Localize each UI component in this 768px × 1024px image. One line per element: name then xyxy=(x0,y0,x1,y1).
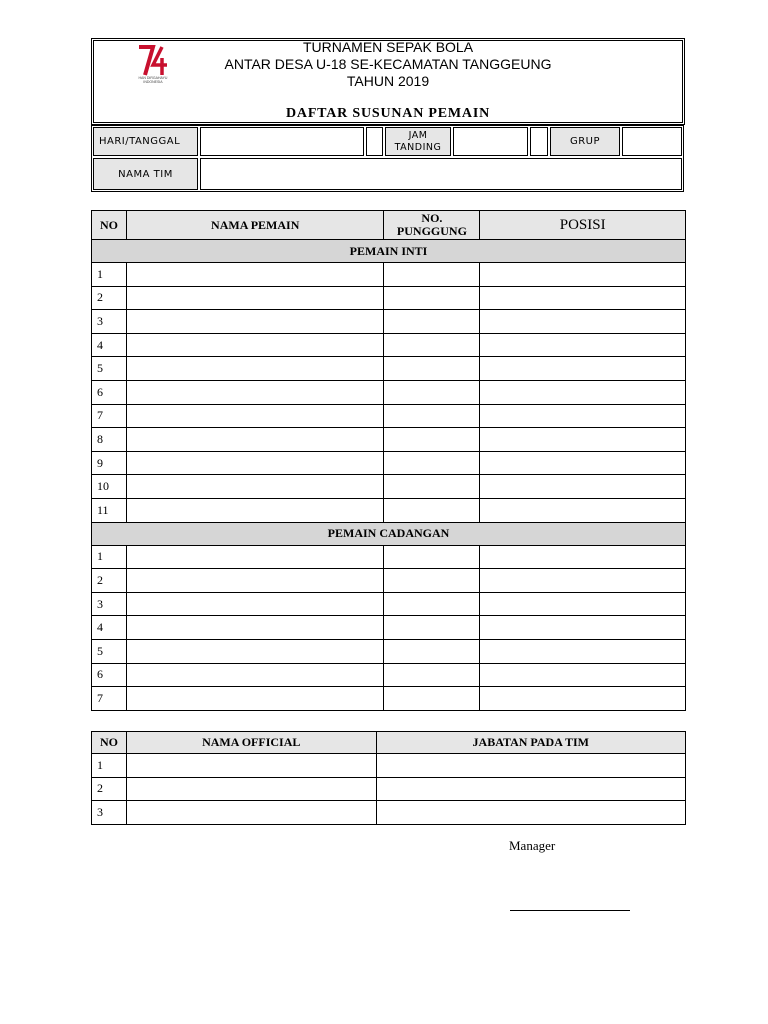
player-name-cell[interactable] xyxy=(126,592,383,616)
starter-row xyxy=(92,357,686,381)
date-field[interactable] xyxy=(200,127,364,156)
substitute-row xyxy=(92,639,686,663)
starter-row xyxy=(92,380,686,404)
shirt-number-cell[interactable] xyxy=(384,310,480,334)
starter-row xyxy=(92,498,686,522)
shirt-number-cell[interactable] xyxy=(384,357,480,381)
shirt-number-cell[interactable] xyxy=(384,687,480,711)
shirt-number-cell[interactable] xyxy=(384,545,480,569)
officials-table xyxy=(91,731,686,825)
position-cell[interactable] xyxy=(480,286,686,310)
position-cell[interactable] xyxy=(480,428,686,452)
position-cell[interactable] xyxy=(480,616,686,640)
row-number: 5 xyxy=(92,357,127,381)
position-cell[interactable] xyxy=(480,451,686,475)
row-number: 11 xyxy=(92,498,127,522)
col-header-no: NO xyxy=(92,732,127,754)
position-cell[interactable] xyxy=(480,310,686,334)
row-number: 7 xyxy=(92,404,127,428)
row-number: 8 xyxy=(92,428,127,452)
row-number: 1 xyxy=(92,545,127,569)
row-number: 5 xyxy=(92,639,127,663)
team-name-field[interactable] xyxy=(200,158,682,190)
position-cell[interactable] xyxy=(480,687,686,711)
player-name-cell[interactable] xyxy=(126,451,383,475)
starter-row xyxy=(92,333,686,357)
substitute-row xyxy=(92,569,686,593)
row-number: 6 xyxy=(92,663,127,687)
starter-row xyxy=(92,451,686,475)
shirt-number-cell[interactable] xyxy=(384,333,480,357)
section-row-starters xyxy=(92,240,686,263)
col-header-player-name: NAMA PEMAIN xyxy=(126,211,383,240)
officials-header-row xyxy=(92,732,686,754)
document-subtitle: DAFTAR SUSUNAN PEMAIN xyxy=(286,106,490,121)
team-name-label: NAMA TIM xyxy=(93,158,198,190)
position-cell[interactable] xyxy=(480,475,686,499)
title-line-2: ANTAR DESA U-18 SE-KECAMATAN TANGGEUNG xyxy=(224,56,552,72)
row-number: 4 xyxy=(92,616,127,640)
col-header-no: NO xyxy=(92,211,127,240)
row-number: 4 xyxy=(92,333,127,357)
subs-body xyxy=(92,545,686,710)
position-cell[interactable] xyxy=(480,498,686,522)
players-table xyxy=(91,210,686,711)
group-field[interactable] xyxy=(622,127,682,156)
col-header-team-role: JABATAN PADA TIM xyxy=(376,732,685,754)
position-cell[interactable] xyxy=(480,263,686,287)
shirt-number-cell[interactable] xyxy=(384,639,480,663)
shirt-number-cell[interactable] xyxy=(384,286,480,310)
team-role-cell[interactable] xyxy=(376,754,685,778)
player-name-cell[interactable] xyxy=(126,498,383,522)
substitute-row xyxy=(92,687,686,711)
col-header-position: POSISI xyxy=(480,211,686,240)
row-number: 9 xyxy=(92,451,127,475)
shirt-number-cell[interactable] xyxy=(384,592,480,616)
position-cell[interactable] xyxy=(480,380,686,404)
row-number: 1 xyxy=(92,754,127,778)
starters-body xyxy=(92,263,686,523)
player-name-cell[interactable] xyxy=(126,357,383,381)
position-cell[interactable] xyxy=(480,569,686,593)
shirt-number-cell[interactable] xyxy=(384,428,480,452)
player-name-cell[interactable] xyxy=(126,475,383,499)
substitute-row xyxy=(92,592,686,616)
shirt-number-cell[interactable] xyxy=(384,404,480,428)
row-number: 1 xyxy=(92,263,127,287)
shirt-number-cell[interactable] xyxy=(384,616,480,640)
section-row-subs xyxy=(92,522,686,545)
shirt-number-cell[interactable] xyxy=(384,498,480,522)
title-line-3: TAHUN 2019 xyxy=(346,73,430,89)
player-name-cell[interactable] xyxy=(126,428,383,452)
official-row xyxy=(92,754,686,778)
position-cell[interactable] xyxy=(480,663,686,687)
row-number: 3 xyxy=(92,592,127,616)
team-role-cell[interactable] xyxy=(376,777,685,801)
player-name-cell[interactable] xyxy=(126,380,383,404)
row-number: 10 xyxy=(92,475,127,499)
position-cell[interactable] xyxy=(480,333,686,357)
player-name-cell[interactable] xyxy=(126,333,383,357)
player-name-cell[interactable] xyxy=(126,404,383,428)
row-number: 2 xyxy=(92,777,127,801)
position-cell[interactable] xyxy=(480,357,686,381)
logo-caption: HAN DIRGAHAYU INDONESIA xyxy=(138,76,168,84)
starter-row xyxy=(92,286,686,310)
substitute-row xyxy=(92,616,686,640)
row-number: 6 xyxy=(92,380,127,404)
col-header-official-name: NAMA OFFICIAL xyxy=(126,732,376,754)
official-row xyxy=(92,777,686,801)
shirt-number-cell[interactable] xyxy=(384,380,480,404)
shirt-number-cell[interactable] xyxy=(384,663,480,687)
team-role-cell[interactable] xyxy=(376,801,685,825)
title-line-1: TURNAMEN SEPAK BOLA xyxy=(302,39,474,55)
starter-row xyxy=(92,310,686,334)
player-name-cell[interactable] xyxy=(126,545,383,569)
date-label: HARI/TANGGAL xyxy=(93,127,198,156)
col-header-shirt-number: NO. PUNGGUNG xyxy=(384,211,480,240)
shirt-number-cell[interactable] xyxy=(384,263,480,287)
position-cell[interactable] xyxy=(480,404,686,428)
official-name-cell[interactable] xyxy=(126,801,376,825)
player-name-cell[interactable] xyxy=(126,663,383,687)
player-name-cell[interactable] xyxy=(126,569,383,593)
row-number: 3 xyxy=(92,310,127,334)
row-number: 2 xyxy=(92,286,127,310)
official-row xyxy=(92,801,686,825)
shirt-number-cell[interactable] xyxy=(384,569,480,593)
player-name-cell[interactable] xyxy=(126,263,383,287)
player-name-cell[interactable] xyxy=(126,639,383,663)
position-cell[interactable] xyxy=(480,545,686,569)
row-number: 2 xyxy=(92,569,127,593)
official-name-cell[interactable] xyxy=(126,754,376,778)
starter-row xyxy=(92,428,686,452)
date-extra-field[interactable] xyxy=(366,127,383,156)
substitute-row xyxy=(92,545,686,569)
section-title-starters: PEMAIN INTI xyxy=(92,240,686,263)
shirt-number-cell[interactable] xyxy=(384,475,480,499)
official-name-cell[interactable] xyxy=(126,777,376,801)
position-cell[interactable] xyxy=(480,639,686,663)
signature-line[interactable] xyxy=(510,910,630,911)
player-name-cell[interactable] xyxy=(126,310,383,334)
row-number: 7 xyxy=(92,687,127,711)
row-number: 3 xyxy=(92,801,127,825)
officials-body xyxy=(92,754,686,825)
substitute-row xyxy=(92,663,686,687)
time-extra-field[interactable] xyxy=(530,127,548,156)
player-name-cell[interactable] xyxy=(126,286,383,310)
time-label: JAM TANDING xyxy=(385,127,451,156)
player-name-cell[interactable] xyxy=(126,687,383,711)
time-field[interactable] xyxy=(453,127,528,156)
player-name-cell[interactable] xyxy=(126,616,383,640)
manager-label: Manager xyxy=(509,838,556,853)
shirt-number-cell[interactable] xyxy=(384,451,480,475)
group-label: GRUP xyxy=(550,127,620,156)
starter-row xyxy=(92,263,686,287)
starter-row xyxy=(92,404,686,428)
starter-row xyxy=(92,475,686,499)
players-header-row xyxy=(92,211,686,240)
position-cell[interactable] xyxy=(480,592,686,616)
section-title-subs: PEMAIN CADANGAN xyxy=(92,522,686,545)
